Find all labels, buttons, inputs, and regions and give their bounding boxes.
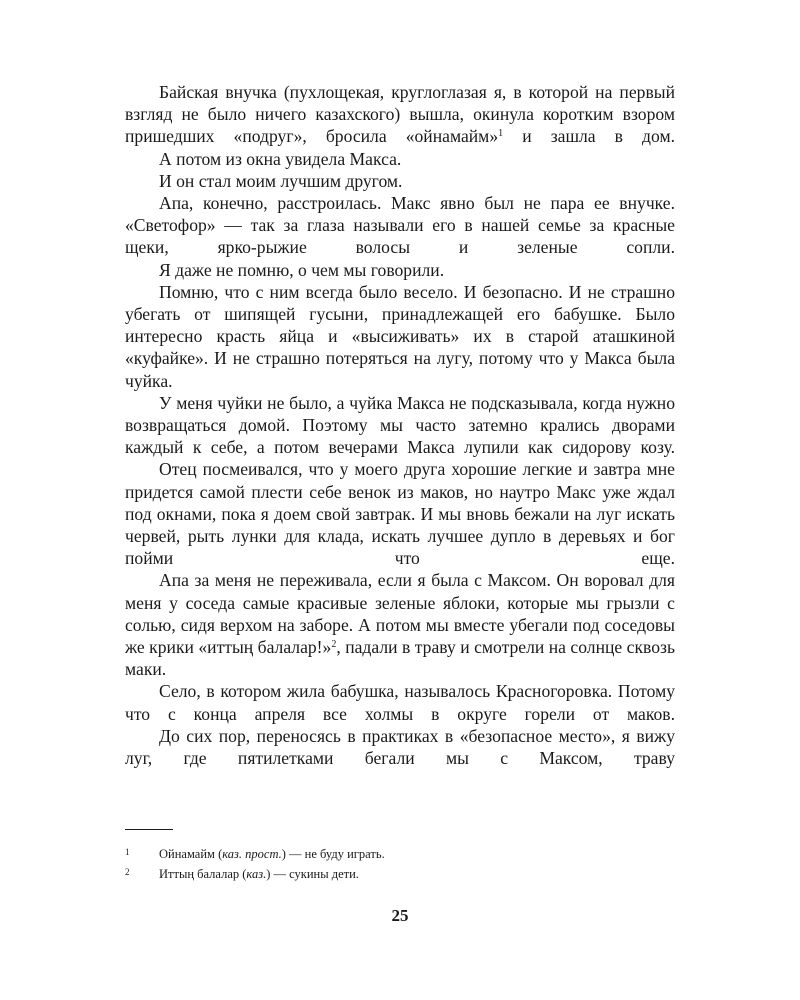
paragraph-4: Апа, конечно, расстроилась. Макс явно был не пара ее внучке. «Светофор» — так за глаза называли его в нашей семье за красные щеки, ярко-рыжие волосы и зеленые сопли. xyxy=(125,193,675,258)
main-text xyxy=(125,81,675,769)
footnote-number: 1 xyxy=(125,847,130,857)
footnote-1 xyxy=(125,844,675,864)
paragraph-10: Село, в котором жила бабушка, называлось Красногоровка. Потому что с конца апреля все холмы в округе горели от маков. xyxy=(125,681,675,724)
paragraph-9: Апа за меня не переживала, если я была с Максом. Он воровал для меня у соседа самые красивые зеленые яблоки, которые мы грызли с солью, сидя верхом на заборе. А потом мы вместе убегали под соседовы же крики «иттың балалар!»$^2$, падали в траву и смотрели на солнце сквозь маки. xyxy=(125,570,675,680)
footnote-2 xyxy=(125,864,675,884)
footnote-number: 2 xyxy=(125,867,130,877)
paragraph-6: Помню, что с ним всегда было весело. И безопасно. И не страшно убегать от шипящей гусыни, принадлежащей его бабушке. Было интересно красть яйца и «высиживать» их в старой аташкиной «куфайке». И не страшно потеряться на лугу, потому что у Макса была чуйка. xyxy=(125,281,675,391)
footnote-ref-2[interactable]: 2 xyxy=(331,639,337,651)
footnote-divider xyxy=(125,829,173,830)
paragraph-11: До сих пор, переносясь в практиках в «безопасное место», я вижу луг, где пятилетками бегали мы с Максом, траву xyxy=(125,725,675,769)
footnotes xyxy=(125,844,675,884)
page-number: 25 xyxy=(391,906,409,925)
footnote-text: Иттың балалар (каз.) — сукины дети. xyxy=(159,867,359,881)
footnote-text: Ойнамайм (каз. прост.) — не буду играть. xyxy=(159,847,385,861)
paragraph-2: А потом из окна увидела Макса. xyxy=(159,148,402,169)
footnote-ref-1[interactable]: 1 xyxy=(498,128,504,140)
paragraph-1: Байская внучка (пухлощекая, круглоглазая я, в которой на первый взгляд не было ничего казахского) вышла, окинула коротким взором пришедших «подруг», бросила «ойнамайм»$^1$ и зашла в дом. xyxy=(125,82,675,147)
paragraph-7: У меня чуйки не было, а чуйка Макса не подсказывала, когда нужно возвращаться домой. Поэтому мы часто затемно крались дворами каждый к себе, а потом вечерами Макса лупили как сидорову козу. xyxy=(125,392,675,458)
paragraph-3: И он стал моим лучшим другом. xyxy=(159,170,403,191)
paragraph-8: Отец посмеивался, что у моего друга хорошие легкие и завтра мне придется самой плести себе венок из маков, но наутро Макс уже ждал под окнами, пока я доем свой завтрак. И мы вновь бежали на луг искать червей, рыть лунки для клада, искать лучшее дупло в деревьях и бог пойми что еще. xyxy=(125,459,675,569)
paragraph-5: Я даже не помню, о чем мы говорили. xyxy=(159,259,445,280)
